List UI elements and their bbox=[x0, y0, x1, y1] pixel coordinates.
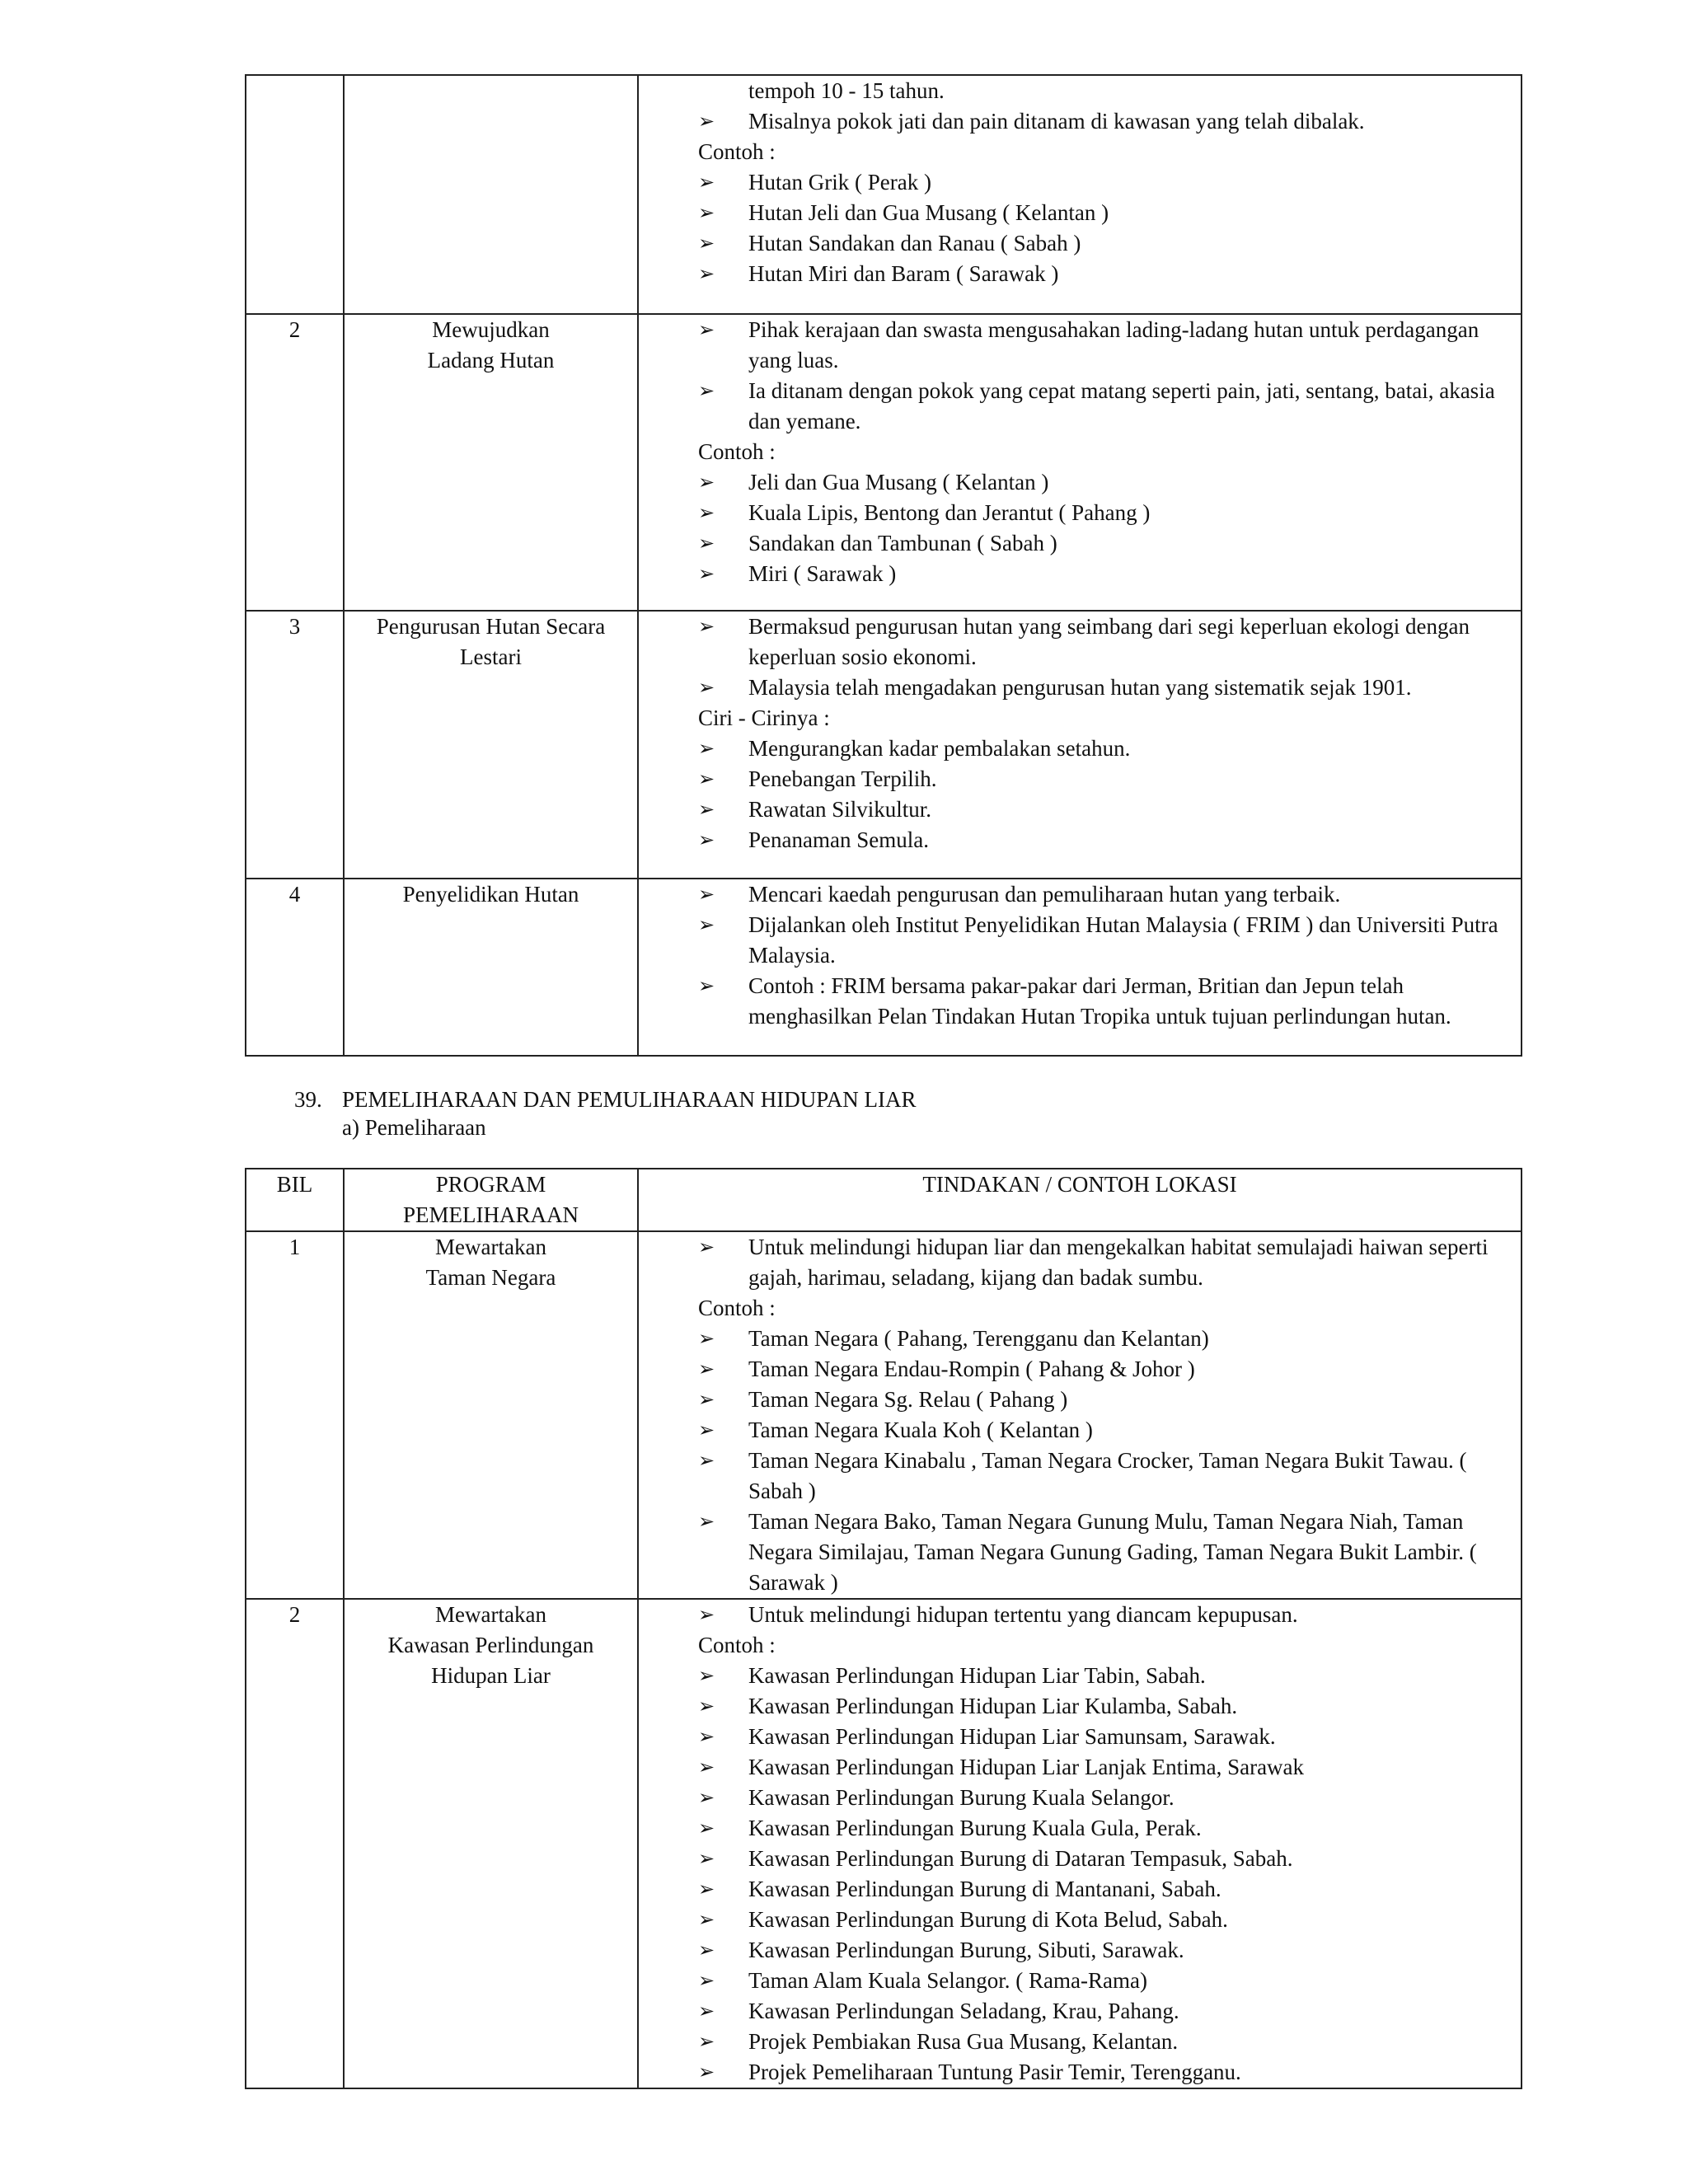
table-row bbox=[246, 879, 1522, 1056]
bil-cell bbox=[246, 75, 344, 314]
program-cell bbox=[344, 1231, 638, 1599]
bullet-text: Kuala Lipis, Bentong dan Jerantut ( Pahang ) bbox=[748, 500, 1151, 525]
program-cell bbox=[344, 611, 638, 879]
program-name-line: Mewujudkan bbox=[432, 317, 550, 342]
bullet-item bbox=[639, 376, 1521, 437]
arrow-bullet-icon: ➢ bbox=[698, 615, 715, 638]
section-heading bbox=[294, 1085, 917, 1115]
bullet-text: Taman Negara ( Pahang, Terengganu dan Kelantan) bbox=[748, 1326, 1209, 1351]
bil-cell: 4 bbox=[246, 879, 344, 1056]
bullet-text: Hutan Jeli dan Gua Musang ( Kelantan ) bbox=[748, 200, 1109, 225]
program-name-line: Pengurusan Hutan Secara bbox=[376, 614, 606, 639]
example-label: Ciri - Cirinya : bbox=[698, 705, 830, 730]
bullet-text: Mengurangkan kadar pembalakan setahun. bbox=[748, 736, 1131, 761]
bullet-text: Taman Negara Endau-Rompin ( Pahang & Johor ) bbox=[748, 1357, 1195, 1381]
arrow-bullet-icon: ➢ bbox=[698, 1327, 715, 1350]
example-label: Contoh : bbox=[698, 1633, 776, 1657]
bullet-item bbox=[639, 794, 1521, 825]
bullet-item bbox=[639, 1996, 1521, 2027]
actions-cell bbox=[638, 314, 1522, 611]
bullet-item bbox=[639, 1844, 1521, 1874]
bullet-item bbox=[639, 733, 1521, 764]
bullet-item bbox=[639, 259, 1521, 289]
program-name-line: PROGRAM bbox=[435, 1172, 546, 1197]
bullet-text: Penanaman Semula. bbox=[748, 827, 929, 852]
bullet-item bbox=[639, 1752, 1521, 1783]
bullet-item bbox=[639, 559, 1521, 589]
header-tindakan: TINDAKAN / CONTOH LOKASI bbox=[638, 1169, 1522, 1231]
bullet-item bbox=[639, 2057, 1521, 2088]
bullet-text: Kawasan Perlindungan Hidupan Liar Lanjak Entima, Sarawak bbox=[748, 1755, 1305, 1779]
bullet-item bbox=[639, 1661, 1521, 1691]
program-name-line: Mewartakan bbox=[435, 1235, 546, 1259]
bullet-item bbox=[639, 1813, 1521, 1844]
section-subtitle: a) Pemeliharaan bbox=[342, 1115, 486, 1140]
bullet-text: Misalnya pokok jati dan pain ditanam di kawasan yang telah dibalak. bbox=[748, 109, 1365, 134]
bullet-text: Taman Negara Kuala Koh ( Kelantan ) bbox=[748, 1418, 1093, 1442]
continued-text: tempoh 10 - 15 tahun. bbox=[748, 78, 945, 103]
bil-cell: 2 bbox=[246, 314, 344, 611]
bullet-text: Projek Pembiakan Rusa Gua Musang, Kelantan. bbox=[748, 2029, 1179, 2054]
example-label: Contoh : bbox=[698, 1296, 776, 1320]
arrow-bullet-icon: ➢ bbox=[698, 1725, 715, 1748]
arrow-bullet-icon: ➢ bbox=[698, 171, 715, 194]
bullet-text: Kawasan Perlindungan Burung Kuala Selangor. bbox=[748, 1785, 1175, 1810]
bullet-item bbox=[639, 1354, 1521, 1385]
bullet-item bbox=[639, 498, 1521, 528]
arrow-bullet-icon: ➢ bbox=[698, 1603, 715, 1626]
arrow-bullet-icon: ➢ bbox=[698, 883, 715, 906]
arrow-bullet-icon: ➢ bbox=[698, 2060, 715, 2083]
wildlife-table bbox=[245, 1168, 1522, 2089]
bullet-text: Pihak kerajaan dan swasta mengusahakan lading-ladang hutan untuk perdagangan yang luas. bbox=[748, 317, 1479, 373]
program-name-line: PEMELIHARAAN bbox=[403, 1202, 579, 1227]
bullet-text: Dijalankan oleh Institut Penyelidikan Hutan Malaysia ( FRIM ) dan Universiti Putra Malaysia. bbox=[748, 912, 1498, 968]
bullet-item bbox=[639, 315, 1521, 376]
bullet-text: Untuk melindungi hidupan liar dan mengekalkan habitat semulajadi haiwan seperti gajah, harimau, seladang, kijang dan badak sumbu. bbox=[748, 1235, 1489, 1290]
bullet-text: Mencari kaedah pengurusan dan pemuliharaan hutan yang terbaik. bbox=[748, 882, 1341, 907]
bullet-text: Kawasan Perlindungan Burung, Sibuti, Sarawak. bbox=[748, 1938, 1184, 1962]
bullet-text: Rawatan Silvikultur. bbox=[748, 797, 931, 822]
program-cell bbox=[344, 879, 638, 1056]
bullet-text: Kawasan Perlindungan Hidupan Liar Samunsam, Sarawak. bbox=[748, 1724, 1276, 1749]
bullet-item bbox=[639, 1783, 1521, 1813]
bullet-text: Miri ( Sarawak ) bbox=[748, 561, 897, 586]
arrow-bullet-icon: ➢ bbox=[698, 1908, 715, 1931]
bullet-item bbox=[639, 612, 1521, 673]
arrow-bullet-icon: ➢ bbox=[698, 1664, 715, 1687]
section-title: PEMELIHARAAN DAN PEMULIHARAAN HIDUPAN LIAR bbox=[342, 1087, 917, 1112]
bullet-text: Kawasan Perlindungan Burung Kuala Gula, Perak. bbox=[748, 1816, 1202, 1840]
arrow-bullet-icon: ➢ bbox=[698, 767, 715, 790]
bullet-text: Jeli dan Gua Musang ( Kelantan ) bbox=[748, 470, 1049, 494]
actions-cell bbox=[638, 879, 1522, 1056]
bullet-item bbox=[639, 1874, 1521, 1905]
arrow-bullet-icon: ➢ bbox=[698, 232, 715, 255]
arrow-bullet-icon: ➢ bbox=[698, 1418, 715, 1441]
bullet-item bbox=[639, 1385, 1521, 1415]
bullet-item bbox=[639, 1691, 1521, 1722]
bullet-text: Kawasan Perlindungan Seladang, Krau, Pahang. bbox=[748, 1999, 1179, 2023]
bullet-text: Taman Negara Sg. Relau ( Pahang ) bbox=[748, 1387, 1068, 1412]
table-header-row bbox=[246, 1169, 1522, 1231]
bullet-item bbox=[639, 1600, 1521, 1630]
arrow-bullet-icon: ➢ bbox=[698, 262, 715, 285]
arrow-bullet-icon: ➢ bbox=[698, 676, 715, 699]
example-label: Contoh : bbox=[698, 439, 776, 464]
bullet-text: Taman Alam Kuala Selangor. ( Rama-Rama) bbox=[748, 1968, 1147, 1993]
bullet-text: Taman Negara Bako, Taman Negara Gunung Mulu, Taman Negara Niah, Taman Negara Similajau, Taman Negara Gunung Gading, Taman Negara Bukit Lambir. ( Sarawak ) bbox=[748, 1509, 1477, 1595]
bullet-item bbox=[639, 910, 1521, 971]
forest-table bbox=[245, 74, 1522, 1057]
bullet-item bbox=[639, 1415, 1521, 1446]
bullet-text: Sandakan dan Tambunan ( Sabah ) bbox=[748, 531, 1057, 555]
arrow-bullet-icon: ➢ bbox=[698, 379, 715, 402]
bullet-item bbox=[639, 228, 1521, 259]
arrow-bullet-icon: ➢ bbox=[698, 1694, 715, 1718]
arrow-bullet-icon: ➢ bbox=[698, 1235, 715, 1258]
arrow-bullet-icon: ➢ bbox=[698, 1388, 715, 1411]
arrow-bullet-icon: ➢ bbox=[698, 1786, 715, 1809]
arrow-bullet-icon: ➢ bbox=[698, 1877, 715, 1900]
program-cell bbox=[344, 1599, 638, 2088]
example-label: Contoh : bbox=[698, 139, 776, 164]
arrow-bullet-icon: ➢ bbox=[698, 501, 715, 524]
bullet-item bbox=[639, 1935, 1521, 1966]
section-number: 39. bbox=[294, 1087, 322, 1112]
bullet-item bbox=[639, 879, 1521, 910]
bullet-item bbox=[639, 1507, 1521, 1598]
program-name-line: Hidupan Liar bbox=[431, 1663, 551, 1688]
bullet-text: Malaysia telah mengadakan pengurusan hutan yang sistematik sejak 1901. bbox=[748, 675, 1412, 700]
arrow-bullet-icon: ➢ bbox=[698, 798, 715, 821]
program-name-line: Kawasan Perlindungan bbox=[387, 1633, 594, 1657]
bullet-item bbox=[639, 1232, 1521, 1293]
program-cell bbox=[344, 75, 638, 314]
arrow-bullet-icon: ➢ bbox=[698, 1969, 715, 1992]
bullet-item bbox=[639, 198, 1521, 228]
bullet-item bbox=[639, 971, 1521, 1032]
table-row bbox=[246, 1599, 1522, 2088]
arrow-bullet-icon: ➢ bbox=[698, 1847, 715, 1870]
bullet-item bbox=[639, 167, 1521, 198]
actions-cell bbox=[638, 1599, 1522, 2088]
bullet-item bbox=[639, 528, 1521, 559]
header-bil: BIL bbox=[246, 1169, 344, 1231]
bullet-text: Contoh : FRIM bersama pakar-pakar dari Jerman, Britian dan Jepun telah menghasilkan Pelan Tindakan Hutan Tropika untuk tujuan perlindungan hutan. bbox=[748, 973, 1451, 1029]
bullet-item bbox=[639, 2027, 1521, 2057]
arrow-bullet-icon: ➢ bbox=[698, 1938, 715, 1961]
bullet-text: Kawasan Perlindungan Hidupan Liar Kulamba, Sabah. bbox=[748, 1694, 1238, 1718]
header-program bbox=[344, 1169, 638, 1231]
actions-cell bbox=[638, 611, 1522, 879]
arrow-bullet-icon: ➢ bbox=[698, 110, 715, 133]
arrow-bullet-icon: ➢ bbox=[698, 2030, 715, 2053]
bullet-item bbox=[639, 1446, 1521, 1507]
bullet-item bbox=[639, 1324, 1521, 1354]
program-name-line: Taman Negara bbox=[425, 1265, 556, 1290]
bullet-item bbox=[639, 1722, 1521, 1752]
bullet-text: Kawasan Perlindungan Burung di Mantanani, Sabah. bbox=[748, 1877, 1221, 1901]
table-row bbox=[246, 314, 1522, 611]
arrow-bullet-icon: ➢ bbox=[698, 471, 715, 494]
bullet-item bbox=[639, 673, 1521, 703]
bullet-text: Untuk melindungi hidupan tertentu yang diancam kepupusan. bbox=[748, 1602, 1298, 1627]
arrow-bullet-icon: ➢ bbox=[698, 1510, 715, 1533]
bullet-item bbox=[639, 825, 1521, 855]
bullet-item bbox=[639, 106, 1521, 137]
bullet-text: Kawasan Perlindungan Burung di Kota Belud, Sabah. bbox=[748, 1907, 1228, 1932]
actions-cell bbox=[638, 75, 1522, 314]
arrow-bullet-icon: ➢ bbox=[698, 562, 715, 585]
program-name-line: Penyelidikan Hutan bbox=[402, 882, 579, 907]
actions-cell bbox=[638, 1231, 1522, 1599]
arrow-bullet-icon: ➢ bbox=[698, 737, 715, 760]
arrow-bullet-icon: ➢ bbox=[698, 1357, 715, 1380]
bil-cell: 1 bbox=[246, 1231, 344, 1599]
bullet-text: Taman Negara Kinabalu , Taman Negara Crocker, Taman Negara Bukit Tawau. ( Sabah ) bbox=[748, 1448, 1467, 1503]
bullet-text: Hutan Grik ( Perak ) bbox=[748, 170, 931, 194]
bullet-text: Penebangan Terpilih. bbox=[748, 766, 937, 791]
arrow-bullet-icon: ➢ bbox=[698, 1449, 715, 1472]
table-row bbox=[246, 75, 1522, 314]
arrow-bullet-icon: ➢ bbox=[698, 1999, 715, 2022]
program-name-line: Ladang Hutan bbox=[427, 348, 555, 373]
table-row bbox=[246, 1231, 1522, 1599]
arrow-bullet-icon: ➢ bbox=[698, 1755, 715, 1779]
table-row bbox=[246, 611, 1522, 879]
program-name-line: Lestari bbox=[460, 644, 522, 669]
bullet-text: Ia ditanam dengan pokok yang cepat matang seperti pain, jati, sentang, batai, akasia dan yemane. bbox=[748, 378, 1495, 434]
bullet-item bbox=[639, 764, 1521, 794]
bullet-item bbox=[639, 467, 1521, 498]
bil-cell: 3 bbox=[246, 611, 344, 879]
arrow-bullet-icon: ➢ bbox=[698, 913, 715, 936]
program-cell bbox=[344, 314, 638, 611]
arrow-bullet-icon: ➢ bbox=[698, 974, 715, 997]
bullet-text: Kawasan Perlindungan Burung di Dataran Tempasuk, Sabah. bbox=[748, 1846, 1293, 1871]
bullet-text: Hutan Sandakan dan Ranau ( Sabah ) bbox=[748, 231, 1081, 255]
bil-cell: 2 bbox=[246, 1599, 344, 2088]
arrow-bullet-icon: ➢ bbox=[698, 532, 715, 555]
arrow-bullet-icon: ➢ bbox=[698, 1816, 715, 1840]
arrow-bullet-icon: ➢ bbox=[698, 201, 715, 224]
bullet-text: Kawasan Perlindungan Hidupan Liar Tabin, Sabah. bbox=[748, 1663, 1206, 1688]
bullet-text: Bermaksud pengurusan hutan yang seimbang dari segi keperluan ekologi dengan keperluan sosio ekonomi. bbox=[748, 614, 1470, 669]
program-name-line: Mewartakan bbox=[435, 1602, 546, 1627]
bullet-item bbox=[639, 1966, 1521, 1996]
arrow-bullet-icon: ➢ bbox=[698, 318, 715, 341]
bullet-item bbox=[639, 1905, 1521, 1935]
bullet-text: Projek Pemeliharaan Tuntung Pasir Temir, Terengganu. bbox=[748, 2060, 1241, 2084]
bullet-text: Hutan Miri dan Baram ( Sarawak ) bbox=[748, 261, 1059, 286]
arrow-bullet-icon: ➢ bbox=[698, 828, 715, 851]
